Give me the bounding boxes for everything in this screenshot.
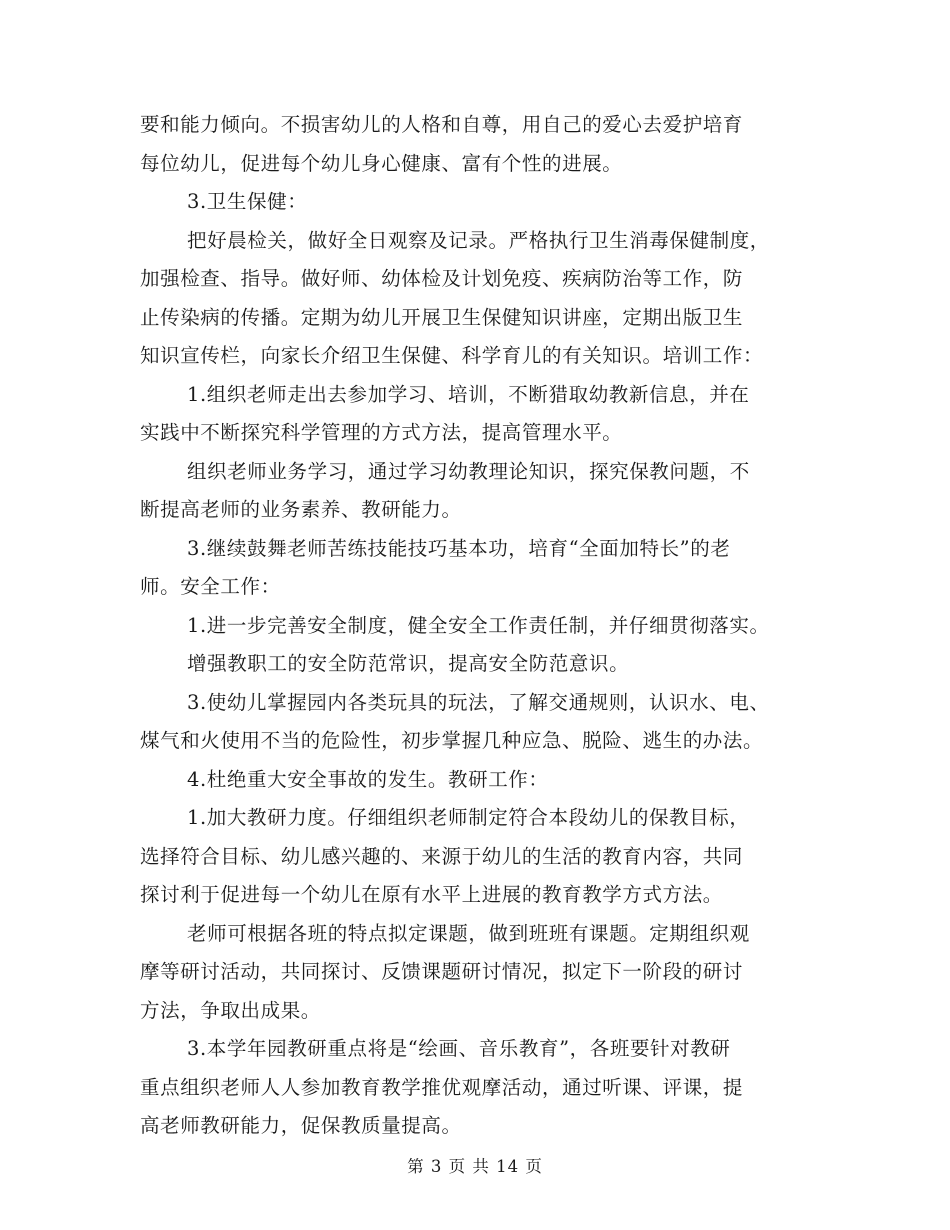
text-line: 把好晨检关，做好全日观察及记录。严格执行卫生消毒保健制度， [187, 228, 770, 252]
page-number-footer: 第 3 页 共 14 页 [407, 1157, 543, 1176]
text-line: 3.使幼儿掌握园内各类玩具的玩法，了解交通规则，认识水、电、 [187, 690, 770, 714]
text-line: 方法，争取出成果。 [140, 998, 321, 1022]
text-line: 老师可根据各班的特点拟定课题，做到班班有课题。定期组织观 [187, 921, 750, 945]
text-line: 师。安全工作： [140, 575, 281, 598]
text-line: 3.本学年园教研重点将是“绘画、音乐教育”，各班要针对教研 [187, 1037, 731, 1060]
text-line: 组织老师业务学习，通过学习幼教理论知识，探究保教问题，不 [187, 459, 750, 483]
text-line: 摩等研讨活动，共同探讨、反馈课题研讨情况，拟定下一阶段的研讨 [140, 960, 744, 983]
text-line: 增强教职工的安全防范常识，提高安全防范意识。 [187, 652, 630, 675]
text-line: 要和能力倾向。不损害幼儿的人格和自尊，用自己的爱心去爱护培育 [140, 113, 744, 136]
text-line: 实践中不断探究科学管理的方式方法，提高管理水平。 [140, 421, 623, 444]
text-line: 每位幼儿，促进每个幼儿身心健康、富有个性的进展。 [140, 151, 623, 175]
text-line: 断提高老师的业务素养、教研能力。 [140, 498, 462, 521]
text-line: 选择符合目标、幼儿感兴趣的、来源于幼儿的生活的教育内容，共同 [140, 844, 744, 868]
text-line: 1.组织老师走出去参加学习、培训，不断猎取幼教新信息，并在 [187, 382, 750, 406]
text-line: 1.加大教研力度。仔细组织老师制定符合本段幼儿的保教目标， [187, 806, 750, 829]
document-body [140, 106, 812, 1146]
text-line: 加强检查、指导。做好师、幼体检及计划免疫、疾病防治等工作，防 [140, 267, 744, 290]
text-line: 4.杜绝重大安全事故的发生。教研工作： [187, 767, 549, 791]
text-line: 探讨利于促进每一个幼儿在原有水平上进展的教育教学方式方法。 [140, 883, 723, 906]
text-line: 煤气和火使用不当的危险性，初步掌握几种应急、脱险、逃生的办法。 [140, 729, 764, 752]
text-line: 3.继续鼓舞老师苦练技能技巧基本功，培育“全面加特长”的老 [187, 536, 731, 560]
text-line: 高老师教研能力，促保教质量提高。 [140, 1114, 462, 1137]
text-line: 1.进一步完善安全制度，健全安全工作责任制，并仔细贯彻落实。 [187, 613, 770, 637]
text-line: 知识宣传栏，向家长介绍卫生保健、科学育儿的有关知识。培训工作： [140, 344, 764, 367]
text-line: 3.卫生保健： [187, 190, 308, 213]
text-line: 重点组织老师人人参加教育教学推优观摩活动，通过听课、评课，提 [140, 1075, 744, 1099]
text-line: 止传染病的传播。定期为幼儿开展卫生保健知识讲座，定期出版卫生 [140, 305, 744, 329]
